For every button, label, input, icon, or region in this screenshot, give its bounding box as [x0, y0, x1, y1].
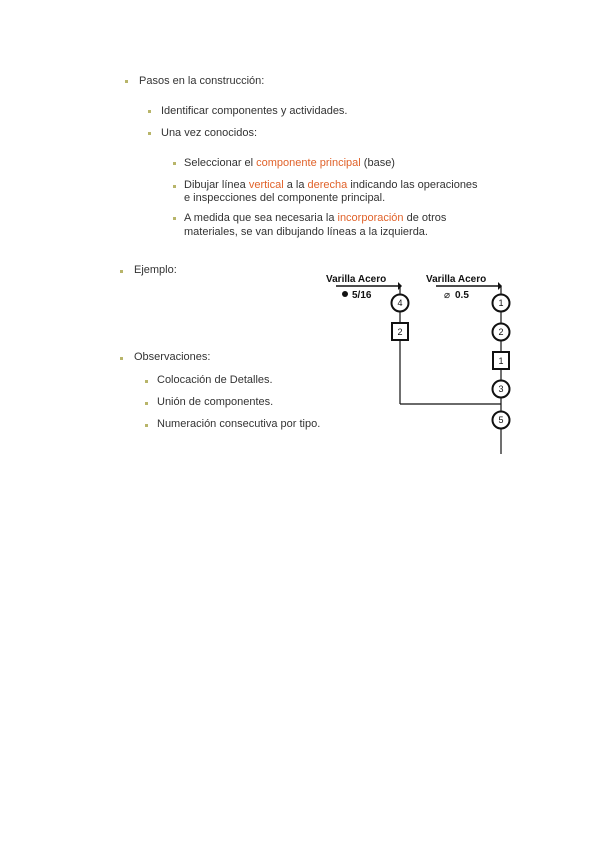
bullet — [145, 424, 148, 427]
operation-number: 4 — [397, 298, 403, 308]
bullet — [145, 402, 148, 405]
observations-heading: Observaciones: — [134, 351, 211, 363]
process-chart-diagram — [318, 264, 518, 456]
bullet — [145, 380, 148, 383]
bullet — [148, 110, 151, 113]
steps-sub1: Identificar componentes y actividades. — [161, 105, 348, 117]
left-material-size: 5/16 — [352, 290, 372, 301]
operation-number: 1 — [498, 298, 504, 308]
steps-sub2: Una vez conocidos: — [161, 127, 257, 139]
steps-item1: Seleccionar el componente principal (base) — [184, 157, 395, 169]
steps-item3-line2: materiales, se van dibujando líneas a la izquierda. — [184, 226, 428, 238]
steps-item2-line2: e inspecciones del componente principal. — [184, 192, 386, 204]
inspection-number: 1 — [498, 356, 504, 366]
observation-item: Colocación de Detalles. — [157, 374, 273, 386]
observation-item: Unión de componentes. — [157, 396, 274, 408]
diameter-symbol: ⌀ — [444, 290, 451, 301]
left-material-title: Varilla Acero — [326, 274, 387, 285]
right-material-title: Varilla Acero — [426, 274, 487, 285]
operation-number: 3 — [498, 384, 504, 394]
steps-item2: Dibujar línea vertical a la derecha indicando las operaciones — [184, 179, 478, 191]
bullet — [173, 217, 176, 220]
operation-number: 5 — [498, 415, 504, 425]
steps-heading: Pasos en la construcción: — [139, 75, 265, 87]
bullet — [120, 357, 123, 360]
bullet — [148, 132, 151, 135]
inspection-number: 2 — [397, 327, 403, 337]
bullet — [125, 80, 128, 83]
right-material-size: 0.5 — [455, 290, 469, 301]
steps-item3: A medida que sea necesaria la incorporación de otros — [184, 212, 447, 224]
observation-item: Numeración consecutiva por tipo. — [157, 418, 321, 430]
bullet-dot — [342, 291, 348, 297]
bullet — [173, 162, 176, 165]
bullet — [120, 270, 123, 273]
operation-number: 2 — [498, 327, 504, 337]
bullet — [173, 185, 176, 188]
example-heading: Ejemplo: — [134, 264, 177, 276]
